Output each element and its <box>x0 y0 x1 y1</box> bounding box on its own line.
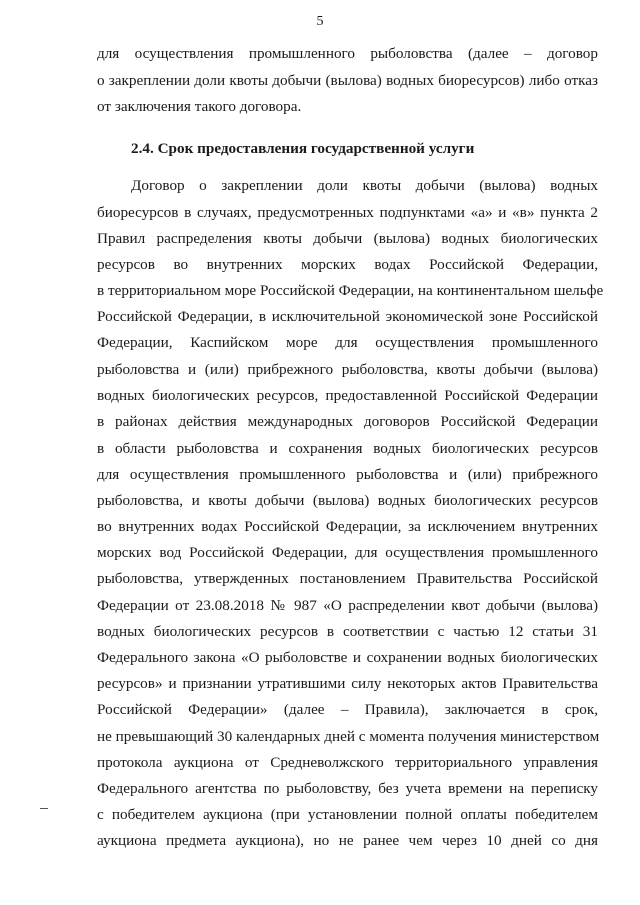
text-line: рыболовства и (или) прибрежного рыболовства, квоты добычи (вылова) <box>97 361 598 378</box>
text-line: во внутренних водах Российской Федерации, за исключением внутренних <box>97 518 598 535</box>
text-line: морских вод Российской Федерации, для осуществления промышленного <box>97 544 598 561</box>
text-line: от заключения такого договора. <box>97 98 302 115</box>
text-line: протокола аукциона от Средневолжского территориального управления <box>97 754 598 771</box>
text-line: ресурсов» и признании утратившими силу некоторых актов Правительства <box>97 675 598 692</box>
text-line: с победителем аукциона (при установлении полной оплаты победителем <box>97 806 598 823</box>
text-line: Федерации, Каспийском море для осуществления промышленного <box>97 334 598 351</box>
text-line: биоресурсов в случаях, предусмотренных подпунктами «а» и «в» пункта 2 <box>97 204 598 221</box>
text-line: о закреплении доли квоты добычи (вылова) водных биоресурсов) либо отказ <box>97 72 598 89</box>
text-line: ресурсов во внутренних морских водах Российской Федерации, <box>97 256 598 273</box>
text-line: Федерации от 23.08.2018 № 987 «О распределении квот добычи (вылова) <box>97 597 598 614</box>
text-line: водных биологических ресурсов, предоставленной Российской Федерации <box>97 387 598 404</box>
text-line: аукциона предмета аукциона), но не ранее чем через 10 дней со дня <box>97 832 598 849</box>
text-line: Федерального закона «О рыболовстве и сохранении водных биологических <box>97 649 598 666</box>
text-line: в территориальном море Российской Федерации, на континентальном шельфе <box>97 282 604 299</box>
text-line: рыболовства, утвержденных постановлением Правительства Российской <box>97 570 598 587</box>
text-line: для осуществления промышленного рыболовства (далее – договор <box>97 45 598 62</box>
text-line: в районах действия международных договоров Российской Федерации <box>97 413 598 430</box>
text-line: для осуществления промышленного рыболовства и (или) прибрежного <box>97 466 598 483</box>
text-line: водных биологических ресурсов в соответствии с частью 12 статьи 31 <box>97 623 598 640</box>
text-line: Российской Федерации, в исключительной экономической зоне Российской <box>97 308 598 325</box>
text-line: Договор о закреплении доли квоты добычи (вылова) водных <box>131 177 598 194</box>
text-line: Российской Федерации» (далее – Правила), заключается в срок, <box>97 701 598 718</box>
text-line: в области рыболовства и сохранения водных биологических ресурсов <box>97 440 598 457</box>
text-line: не превышающий 30 календарных дней с момента получения министерством <box>97 728 600 745</box>
text-line: рыболовства, и квоты добычи (вылова) водных биологических ресурсов <box>97 492 598 509</box>
section-heading: 2.4. Срок предоставления государственной услуги <box>131 140 475 157</box>
scan-mark <box>40 808 48 809</box>
page-number: 5 <box>316 14 324 29</box>
text-line: Федерального агентства по рыболовству, без учета времени на переписку <box>97 780 598 797</box>
text-line: Правил распределения квоты добычи (вылова) водных биологических <box>97 230 598 247</box>
